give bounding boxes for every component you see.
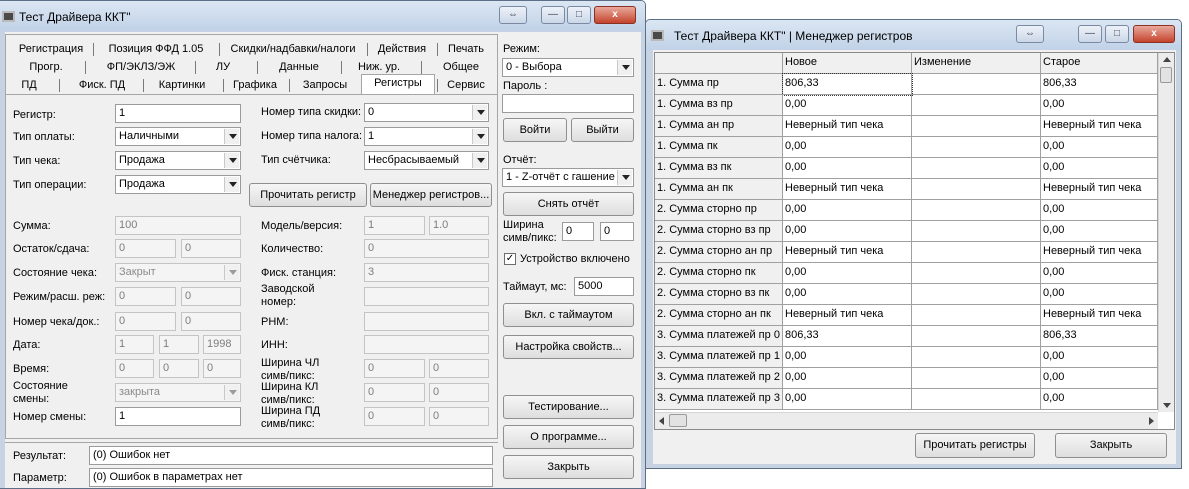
grid-cell[interactable]: 0,00 <box>1041 95 1158 116</box>
tab-data[interactable]: Данные <box>279 61 319 73</box>
grid-cell[interactable] <box>912 200 1041 221</box>
row-header: 2. Сумма сторно пк <box>655 263 783 284</box>
minimize-button[interactable]: — <box>541 6 565 24</box>
restore-icon[interactable]: ⇔ <box>1016 25 1044 43</box>
grid-cell[interactable] <box>912 305 1041 326</box>
tab-separator <box>143 79 144 92</box>
inn-input[interactable] <box>364 335 489 354</box>
check-number-input-1[interactable]: 0 <box>115 312 176 331</box>
char-width-input-2[interactable]: 0 <box>600 222 634 241</box>
tab-fp-eklz[interactable]: ФП/ЭКЛЗ/ЭЖ <box>106 61 176 73</box>
chevron-down-icon <box>224 129 239 144</box>
scroll-up-icon[interactable] <box>1163 57 1171 62</box>
mode-label: Режим/расш. реж: <box>13 291 106 303</box>
tab-print[interactable]: Печать <box>447 43 485 55</box>
operation-type-select[interactable] <box>115 175 241 194</box>
maximize-button[interactable]: □ <box>1105 25 1129 43</box>
vertical-scroll-thumb[interactable] <box>1160 67 1172 83</box>
vertical-scrollbar[interactable] <box>1158 53 1174 412</box>
grid-cell[interactable]: 0,00 <box>1041 368 1158 389</box>
row-header: 1. Сумма ан пк <box>655 179 783 200</box>
tab-separator <box>85 61 86 74</box>
tab-progr[interactable]: Прогр. <box>29 61 63 73</box>
factory-number-label: Заводской номер: <box>261 283 315 308</box>
grid-cell[interactable]: Неверный тип чека <box>1041 116 1158 137</box>
grid-cell[interactable] <box>912 221 1041 242</box>
grid-cell[interactable] <box>912 116 1041 137</box>
change-input-1[interactable]: 0 <box>115 239 176 258</box>
tab-separator <box>367 43 368 56</box>
grid-cell[interactable]: 0,00 <box>1041 221 1158 242</box>
tab-separator <box>437 79 438 92</box>
minimize-button[interactable]: — <box>1078 25 1102 43</box>
check-icon: ✓ <box>505 253 515 264</box>
operation-type-value: Продажа <box>119 178 165 190</box>
scroll-left-icon[interactable] <box>659 417 664 425</box>
testing-button[interactable]: Тестирование... <box>503 395 634 419</box>
tab-separator <box>437 43 438 56</box>
horizontal-scrollbar[interactable] <box>655 412 1158 429</box>
payment-type-select[interactable] <box>115 127 241 146</box>
app-icon <box>2 11 15 22</box>
change-input-2[interactable]: 0 <box>181 239 241 258</box>
tax-type-select[interactable] <box>364 127 489 146</box>
check-state-value: Закрыт <box>119 266 156 278</box>
tab-separator <box>59 79 60 92</box>
manager-window-title: Тест Драйвера ККТ" | Менеджер регистров <box>674 29 913 43</box>
time-minutes-input[interactable]: 0 <box>159 359 199 378</box>
tab-actions[interactable]: Действия <box>377 43 427 55</box>
check-state-select[interactable] <box>115 263 241 282</box>
shift-state-label: Состояние смены: <box>13 380 68 405</box>
payment-type-label: Тип оплаты: <box>13 131 75 143</box>
main-titlebar[interactable] <box>0 1 645 31</box>
main-close-button[interactable]: Закрыть <box>503 455 634 479</box>
tab-fisc-pd[interactable]: Фиск. ПД <box>78 79 126 91</box>
shift-number-input[interactable]: 1 <box>115 407 241 426</box>
char-width-input-1[interactable]: 0 <box>562 222 594 241</box>
row-header: 2. Сумма сторно вз пр <box>655 221 783 242</box>
grid-cell[interactable]: 0,00 <box>783 263 912 284</box>
report-select-value: 1 - Z-отчёт с гашение <box>506 171 615 183</box>
read-register-button[interactable]: Прочитать регистр <box>249 183 367 207</box>
main-client-area <box>5 32 641 489</box>
tab-discounts[interactable]: Скидки/надбавки/налоги <box>230 43 356 55</box>
grid-cell[interactable] <box>912 242 1041 263</box>
grid-cell[interactable]: 0,00 <box>783 158 912 179</box>
tab-registers[interactable]: Регистры <box>361 74 435 94</box>
grid-cell[interactable]: Неверный тип чека <box>783 116 912 137</box>
tab-requests[interactable]: Запросы <box>302 79 348 91</box>
time-seconds-input[interactable]: 0 <box>203 359 241 378</box>
registers-grid[interactable] <box>654 52 1175 430</box>
counter-type-label: Тип счётчика: <box>261 154 331 166</box>
chevron-down-icon <box>472 153 487 168</box>
row-header: 1. Сумма ан пр <box>655 116 783 137</box>
tab-separator <box>341 61 342 74</box>
maximize-button[interactable]: □ <box>567 6 591 24</box>
tab-separator <box>93 43 94 56</box>
chevron-down-icon <box>617 60 632 75</box>
tab-separator <box>257 61 258 74</box>
row-header: 3. Сумма платежей пр 0 <box>655 326 783 347</box>
close-button[interactable]: x <box>594 6 636 24</box>
report-select[interactable] <box>502 168 634 187</box>
date-day-input[interactable]: 1 <box>115 335 154 354</box>
mode-select-label: Режим: <box>503 43 540 55</box>
grid-cell[interactable]: 0,00 <box>1041 347 1158 368</box>
chevron-down-icon <box>224 153 239 168</box>
grid-cell[interactable] <box>912 389 1041 410</box>
row-header: 1. Сумма вз пр <box>655 95 783 116</box>
change-label: Остаток/сдача: <box>13 243 90 255</box>
device-enabled-label[interactable]: Устройство включено <box>520 253 630 265</box>
grid-cell[interactable]: 806,33 <box>1041 326 1158 347</box>
width-kl-input-1[interactable]: 0 <box>364 383 425 402</box>
date-year-input[interactable]: 1998 <box>203 335 241 354</box>
grid-cell[interactable]: Неверный тип чека <box>783 305 912 326</box>
shift-state-select[interactable] <box>115 383 241 402</box>
char-width-label: Ширина симв/пикс: <box>503 219 557 244</box>
chevron-down-icon <box>617 170 632 185</box>
grid-cell[interactable]: 0,00 <box>1041 284 1158 305</box>
row-header: 2. Сумма сторно ан пк <box>655 305 783 326</box>
grid-cell[interactable]: 806,33 <box>783 74 912 95</box>
width-pd-input-2[interactable]: 0 <box>429 407 489 426</box>
tab-separator <box>421 61 422 74</box>
row-header: 2. Сумма сторно ан пр <box>655 242 783 263</box>
row-header: 3. Сумма платежей пр 1 <box>655 347 783 368</box>
width-cl-input-1[interactable]: 0 <box>364 359 425 378</box>
grid-cell[interactable] <box>912 326 1041 347</box>
grid-cell[interactable]: Неверный тип чека <box>1041 242 1158 263</box>
tab-low-level[interactable]: Ниж. ур. <box>357 61 401 73</box>
sum-input[interactable]: 100 <box>115 216 241 235</box>
inn-label: ИНН: <box>261 339 288 351</box>
grid-cell[interactable]: 0,00 <box>1041 263 1158 284</box>
grid-cell[interactable] <box>912 263 1041 284</box>
discount-type-label: Номер типа скидки: <box>261 106 362 118</box>
width-pd-input-1[interactable]: 0 <box>364 407 425 426</box>
rnm-label: РНМ: <box>261 316 289 328</box>
row-header: 1. Сумма пк <box>655 137 783 158</box>
result-input[interactable]: (0) Ошибок нет <box>89 446 493 465</box>
row-header: 1. Сумма вз пк <box>655 158 783 179</box>
mode-input-2[interactable]: 0 <box>181 287 241 306</box>
date-month-input[interactable]: 1 <box>159 335 199 354</box>
tax-type-label: Номер типа налога: <box>261 130 363 142</box>
password-label: Пароль : <box>503 80 548 92</box>
tab-pictures[interactable]: Картинки <box>158 79 206 91</box>
tab-separator <box>219 43 220 56</box>
timeout-label: Таймаут, мс: <box>503 281 567 293</box>
mode-select[interactable] <box>502 58 634 77</box>
manager-close-button[interactable]: Закрыть <box>1055 433 1167 458</box>
grid-cell[interactable]: Неверный тип чека <box>783 179 912 200</box>
tax-type-value: 1 <box>368 130 375 142</box>
column-header[interactable]: Новое <box>783 53 912 74</box>
restore-icon[interactable]: ⇔ <box>499 6 527 24</box>
row-header: 1. Сумма пр <box>655 74 783 95</box>
register-input[interactable]: 1 <box>115 104 241 123</box>
grid-cell[interactable]: 0,00 <box>783 221 912 242</box>
grid-cell[interactable]: 0,00 <box>1041 137 1158 158</box>
grid-cell[interactable] <box>912 284 1041 305</box>
close-button[interactable]: x <box>1133 25 1175 43</box>
about-button[interactable]: О программе... <box>503 425 634 449</box>
time-label: Время: <box>13 363 50 375</box>
column-header[interactable]: Старое <box>1041 53 1158 74</box>
properties-button[interactable]: Настройка свойств... <box>503 335 634 359</box>
check-number-input-2[interactable]: 0 <box>181 312 241 331</box>
grid-cell[interactable]: 0,00 <box>783 284 912 305</box>
tab-pd[interactable]: ПД <box>21 79 37 91</box>
grid-cell[interactable] <box>912 74 1041 95</box>
grid-cell[interactable] <box>912 368 1041 389</box>
width-cl-label: Ширина ЧЛ симв/пикс: <box>261 357 320 382</box>
grid-cell[interactable]: 0,00 <box>783 95 912 116</box>
horizontal-scroll-thumb[interactable] <box>669 414 687 427</box>
quantity-input[interactable]: 0 <box>364 239 489 258</box>
grid-cell[interactable]: 0,00 <box>783 389 912 410</box>
tab-position-ffd[interactable]: Позиция ФФД 1.05 <box>108 43 204 55</box>
register-label: Регистр: <box>13 109 56 121</box>
app-icon <box>651 30 664 41</box>
grid-cell[interactable]: 0,00 <box>783 137 912 158</box>
device-enabled-checkbox[interactable] <box>504 253 516 265</box>
read-registers-button[interactable]: Прочитать регистры <box>915 433 1035 458</box>
chevron-down-icon <box>224 265 239 280</box>
date-label: Дата: <box>13 339 41 351</box>
main-window-title: Тест Драйвера ККТ" <box>19 10 131 24</box>
grid-cell[interactable]: 0,00 <box>783 347 912 368</box>
tab-separator <box>289 79 290 92</box>
login-button[interactable]: Войти <box>503 118 567 142</box>
mode-select-value: 0 - Выбора <box>506 61 562 73</box>
grid-cell[interactable]: 0,00 <box>1041 200 1158 221</box>
model-input-1[interactable]: 1 <box>364 216 425 235</box>
discount-type-select[interactable] <box>364 103 489 122</box>
grid-cell[interactable]: Неверный тип чека <box>1041 179 1158 200</box>
mode-input-1[interactable]: 0 <box>115 287 176 306</box>
manager-client-area <box>653 50 1176 464</box>
scroll-right-icon[interactable] <box>1149 417 1154 425</box>
timeout-input[interactable]: 5000 <box>574 277 634 296</box>
grid-cell[interactable]: 806,33 <box>1041 74 1158 95</box>
chevron-down-icon <box>472 105 487 120</box>
shift-state-value: закрыта <box>119 386 161 398</box>
discount-type-value: 0 <box>368 106 375 118</box>
grid-corner-header <box>655 53 783 74</box>
factory-number-input[interactable] <box>364 287 489 306</box>
grid-cell[interactable]: 0,00 <box>783 368 912 389</box>
check-type-select[interactable] <box>115 151 241 170</box>
chevron-down-icon <box>224 177 239 192</box>
grid-cell[interactable]: 0,00 <box>1041 389 1158 410</box>
report-label: Отчёт: <box>503 154 537 166</box>
grid-cell[interactable]: Неверный тип чека <box>1041 305 1158 326</box>
tab-separator <box>195 61 196 74</box>
chevron-down-icon <box>472 129 487 144</box>
param-input[interactable]: (0) Ошибок в параметрах нет <box>89 468 493 487</box>
grid-cell[interactable] <box>912 95 1041 116</box>
chevron-down-icon <box>224 385 239 400</box>
counter-type-value: Несбрасываемый <box>368 154 460 166</box>
manager-titlebar[interactable] <box>646 20 1181 50</box>
grid-cell[interactable]: 0,00 <box>1041 158 1158 179</box>
grid-cell[interactable] <box>912 137 1041 158</box>
width-pd-label: Ширина ПД симв/пикс: <box>261 405 321 430</box>
tab-service[interactable]: Сервис <box>447 79 485 91</box>
check-state-label: Состояние чека: <box>13 267 98 279</box>
time-hours-input[interactable]: 0 <box>115 359 154 378</box>
tab-underline <box>5 94 498 95</box>
check-number-label: Номер чека/док.: <box>13 316 100 328</box>
enable-timeout-button[interactable]: Вкл. с таймаутом <box>503 303 634 327</box>
grid-cell[interactable] <box>912 179 1041 200</box>
sum-label: Сумма: <box>13 220 51 232</box>
param-label: Параметр: <box>13 472 67 484</box>
fisc-station-input[interactable]: 3 <box>364 263 489 282</box>
check-type-label: Тип чека: <box>13 155 61 167</box>
rnm-input[interactable] <box>364 312 489 331</box>
row-header: 2. Сумма сторно вз пк <box>655 284 783 305</box>
grid-cell[interactable]: 0,00 <box>783 200 912 221</box>
quantity-label: Количество: <box>261 243 324 255</box>
column-header[interactable]: Изменение <box>912 53 1041 74</box>
counter-type-select[interactable] <box>364 151 489 170</box>
shift-number-label: Номер смены: <box>13 411 87 423</box>
operation-type-label: Тип операции: <box>13 179 87 191</box>
tab-separator <box>223 79 224 92</box>
result-label: Результат: <box>13 450 67 462</box>
register-manager-button[interactable]: Менеджер регистров... <box>370 183 492 207</box>
tab-registration[interactable]: Регистрация <box>18 43 84 55</box>
check-type-value: Продажа <box>119 154 165 166</box>
width-kl-label: Ширина КЛ симв/пикс: <box>261 381 319 406</box>
fisc-station-label: Фиск. станция: <box>261 267 336 279</box>
width-cl-input-2[interactable]: 0 <box>429 359 489 378</box>
logout-button[interactable]: Выйти <box>571 118 634 142</box>
take-report-button[interactable]: Снять отчёт <box>503 192 634 216</box>
tab-graphics[interactable]: Графика <box>233 79 277 91</box>
model-label: Модель/версия: <box>261 220 343 232</box>
row-header: 3. Сумма платежей пр 2 <box>655 368 783 389</box>
row-header: 3. Сумма платежей пр 3 <box>655 389 783 410</box>
grid-cell[interactable] <box>912 347 1041 368</box>
grid-cell[interactable]: Неверный тип чека <box>783 242 912 263</box>
tab-general[interactable]: Общее <box>442 61 480 73</box>
tab-lu[interactable]: ЛУ <box>215 61 231 73</box>
scroll-down-icon[interactable] <box>1163 403 1171 408</box>
width-kl-input-2[interactable]: 0 <box>429 383 489 402</box>
result-divider <box>5 442 498 443</box>
grid-cell[interactable] <box>912 158 1041 179</box>
password-input[interactable] <box>502 94 634 113</box>
register-manager-window <box>645 19 1182 469</box>
grid-cell[interactable]: 806,33 <box>783 326 912 347</box>
payment-type-value: Наличными <box>119 130 180 142</box>
row-header: 2. Сумма сторно пр <box>655 200 783 221</box>
model-input-2[interactable]: 1.0 <box>429 216 489 235</box>
